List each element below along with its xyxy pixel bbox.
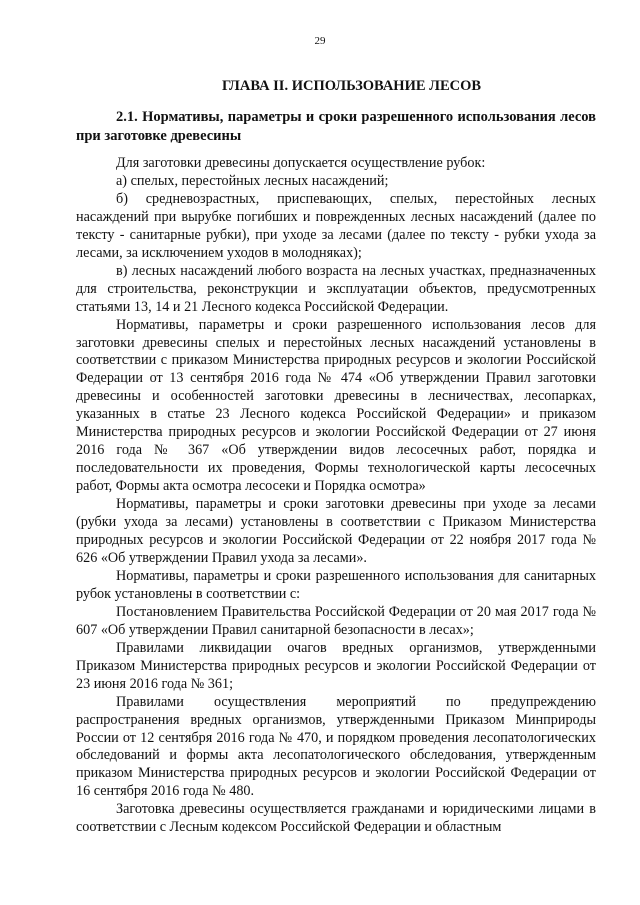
list-item-a: а) спелых, перестойных лесных насаждений;: [116, 172, 389, 189]
paragraph: Нормативы, параметры и сроки разрешенного использования лесов для заготовки древесины спелых и перестойных лесных насаждений установлены в соответствии с приказом Министерства природных ресурсов и экологии Российской Федерации от 13 сентября 2016 года № 474 «Об утверждении Правил заготовки древесины и особенностей заготовки древесины в лесничествах, лесопарках, указанных в статье 23 Лесного кодекса Российской Федерации» и приказом Министерства природных ресурсов и экологии Российской Федерации от 27 июня 2016 года № 367 «Об утверждении видов лесосечных работ, порядка и последовательности их проведения, Формы технологической карты лесосечных работ, Формы акта осмотра лесосеки и Порядка осмотра»: [76, 316, 596, 495]
section-title: [76, 108, 596, 146]
page-number: 29: [314, 35, 326, 47]
document-body: [76, 155, 596, 837]
list-item-c: в) лесных насаждений любого возраста на лесных участках, предназначенных для строительства, реконструкции и эксплуатации объектов, предусмотренных статьями 13, 14 и 21 Лесного кодекса Российской Федерации.: [76, 262, 596, 315]
paragraph: Правилами осуществления мероприятий по предупреждению распространения вредных организмов, утвержденными Приказом Минприроды России от 12 сентября 2016 года № 470, и порядком проведения лесопатологических обследований и формы акта лесопатологического обследования, утвержденным приказом Министерства природных ресурсов и экологии Российской Федерации от 16 сентября 2016 года № 480.: [76, 693, 596, 800]
paragraph: Нормативы, параметры и сроки заготовки древесины при уходе за лесами (рубки ухода за лесами) установлены в соответствии с Приказом Министерства природных ресурсов и экологии Российской Федерации от 22 ноября 2017 года № 626 «Об утверждении Правил ухода за лесами».: [76, 496, 596, 566]
paragraph: Постановлением Правительства Российской Федерации от 20 мая 2017 года № 607 «Об утверждении Правил санитарной безопасности в лесах»;: [76, 603, 596, 638]
paragraph: Заготовка древесины осуществляется гражданами и юридическими лицами в соответствии с Лесным кодексом Российской Федерации и областным: [76, 801, 596, 836]
chapter-title: ГЛАВА II. ИСПОЛЬЗОВАНИЕ ЛЕСОВ: [222, 78, 482, 94]
list-item-b: б) средневозрастных, приспевающих, спелых, перестойных лесных насаждений при вырубке погибших и поврежденных лесных насаждений (далее по тексту - санитарные рубки), при уходе за лесами (далее по тексту - рубки ухода за лесами, за исключением уходов в молодняках);: [76, 190, 596, 261]
paragraph: Для заготовки древесины допускается осуществление рубок:: [116, 155, 486, 171]
section-title-text: 2.1. Нормативы, параметры и сроки разрешенного использования лесов при заготовке древесины: [76, 109, 596, 144]
paragraph: Нормативы, параметры и сроки разрешенного использования для санитарных рубок установлены в соответствии с:: [76, 567, 596, 602]
paragraph: Правилами ликвидации очагов вредных организмов, утвержденными Приказом Министерства природных ресурсов и экологии Российской Федерации от 23 июня 2016 года № 361;: [76, 639, 596, 692]
